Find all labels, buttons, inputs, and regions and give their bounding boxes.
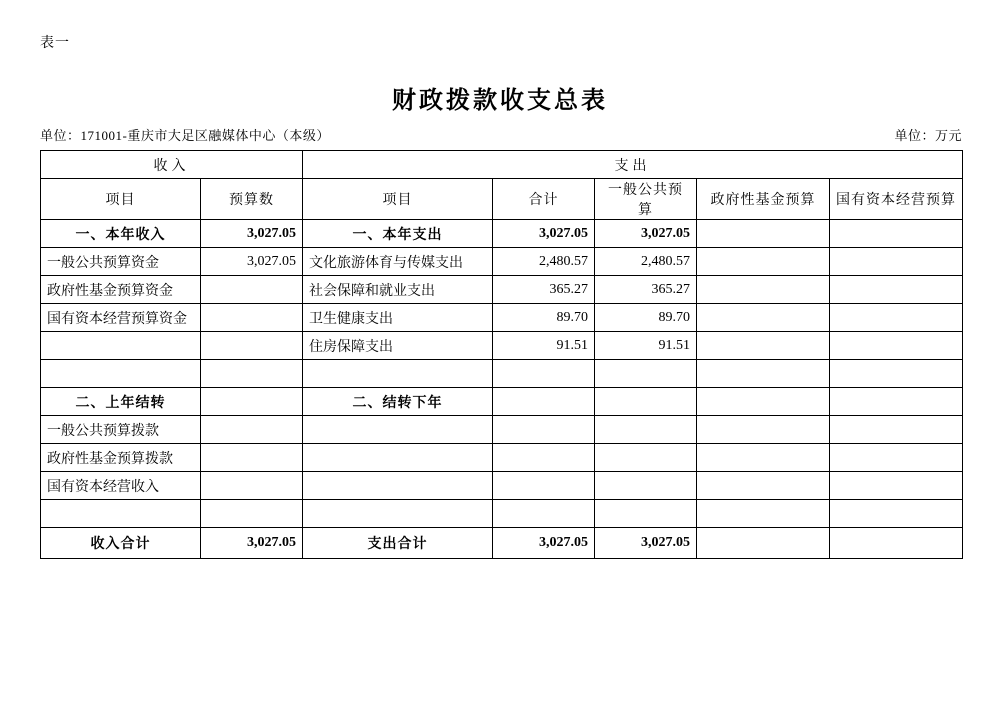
cell-total: 3,027.05 [493, 220, 595, 248]
col-header-expense-item: 项目 [303, 179, 493, 220]
cell-income-item: 国有资本经营收入 [41, 472, 201, 500]
cell-income-item: 收入合计 [41, 528, 201, 559]
cell-income-item: 国有资本经营预算资金 [41, 304, 201, 332]
cell-gov-fund [697, 416, 830, 444]
cell-income-budget [201, 444, 303, 472]
cell-total [493, 360, 595, 388]
table-row [41, 416, 963, 444]
table-row [41, 276, 963, 304]
cell-gov-fund [697, 220, 830, 248]
table-row [41, 332, 963, 360]
cell-income-budget [201, 304, 303, 332]
group-header-income: 收入 [41, 151, 303, 179]
col-header-state-capital-budget: 国有资本经营预算 [830, 179, 963, 220]
cell-general-public [595, 388, 697, 416]
cell-expense-item: 卫生健康支出 [303, 304, 493, 332]
cell-state-capital [830, 444, 963, 472]
cell-gov-fund [697, 276, 830, 304]
cell-general-public [595, 472, 697, 500]
cell-income-budget [201, 500, 303, 528]
cell-expense-item: 二、结转下年 [303, 388, 493, 416]
sheet-label: 表一 [40, 36, 70, 51]
cell-gov-fund [697, 388, 830, 416]
cell-state-capital [830, 248, 963, 276]
cell-income-budget [201, 472, 303, 500]
cell-expense-item: 文化旅游体育与传媒支出 [303, 248, 493, 276]
budget-table [40, 150, 963, 559]
cell-expense-item: 住房保障支出 [303, 332, 493, 360]
cell-total: 91.51 [493, 332, 595, 360]
cell-general-public: 91.51 [595, 332, 697, 360]
table-row [41, 304, 963, 332]
cell-total: 89.70 [493, 304, 595, 332]
cell-expense-item [303, 360, 493, 388]
cell-total [493, 388, 595, 416]
cell-income-item: 政府性基金预算资金 [41, 276, 201, 304]
col-header-gov-fund-budget: 政府性基金预算 [697, 179, 830, 220]
col-header-income-budget: 预算数 [201, 179, 303, 220]
page-title: 财政拨款收支总表 [392, 87, 608, 114]
cell-income-item: 二、上年结转 [41, 388, 201, 416]
cell-state-capital [830, 304, 963, 332]
table-row [41, 220, 963, 248]
cell-expense-item: 一、本年支出 [303, 220, 493, 248]
cell-general-public [595, 500, 697, 528]
cell-total: 365.27 [493, 276, 595, 304]
cell-general-public: 3,027.05 [595, 220, 697, 248]
cell-expense-item [303, 500, 493, 528]
cell-expense-item: 社会保障和就业支出 [303, 276, 493, 304]
group-header-expense: 支出 [303, 151, 963, 179]
cell-state-capital [830, 472, 963, 500]
table-row [41, 248, 963, 276]
cell-general-public: 365.27 [595, 276, 697, 304]
cell-expense-item [303, 472, 493, 500]
cell-income-budget [201, 332, 303, 360]
cell-income-budget [201, 360, 303, 388]
cell-income-item: 政府性基金预算拨款 [41, 444, 201, 472]
cell-state-capital [830, 332, 963, 360]
table-row [41, 472, 963, 500]
cell-total [493, 416, 595, 444]
cell-state-capital [830, 416, 963, 444]
col-header-total: 合计 [493, 179, 595, 220]
cell-total [493, 444, 595, 472]
cell-income-budget: 3,027.05 [201, 528, 303, 559]
cell-gov-fund [697, 528, 830, 559]
table-group-header-row [41, 151, 963, 179]
cell-state-capital [830, 388, 963, 416]
cell-income-item [41, 332, 201, 360]
table-row [41, 444, 963, 472]
table-column-header-row [41, 179, 963, 220]
cell-income-budget [201, 416, 303, 444]
cell-gov-fund [697, 332, 830, 360]
cell-income-item: 一、本年收入 [41, 220, 201, 248]
table-row-total [41, 528, 963, 559]
cell-general-public: 89.70 [595, 304, 697, 332]
cell-general-public [595, 416, 697, 444]
cell-expense-item [303, 444, 493, 472]
cell-gov-fund [697, 248, 830, 276]
cell-income-budget [201, 276, 303, 304]
cell-state-capital [830, 220, 963, 248]
table-row [41, 388, 963, 416]
cell-income-budget: 3,027.05 [201, 220, 303, 248]
cell-gov-fund [697, 500, 830, 528]
cell-income-budget: 3,027.05 [201, 248, 303, 276]
cell-income-item [41, 360, 201, 388]
cell-general-public: 3,027.05 [595, 528, 697, 559]
cell-income-item [41, 500, 201, 528]
col-header-general-public-budget: 一般公共预算 [595, 179, 697, 220]
col-header-income-item: 项目 [41, 179, 201, 220]
cell-general-public [595, 444, 697, 472]
cell-state-capital [830, 276, 963, 304]
cell-gov-fund [697, 472, 830, 500]
cell-income-item: 一般公共预算拨款 [41, 416, 201, 444]
cell-total: 3,027.05 [493, 528, 595, 559]
cell-state-capital [830, 500, 963, 528]
cell-income-budget [201, 388, 303, 416]
table-row [41, 360, 963, 388]
cell-expense-item: 支出合计 [303, 528, 493, 559]
table-row [41, 500, 963, 528]
cell-gov-fund [697, 304, 830, 332]
cell-gov-fund [697, 444, 830, 472]
cell-expense-item [303, 416, 493, 444]
cell-total [493, 500, 595, 528]
cell-general-public: 2,480.57 [595, 248, 697, 276]
cell-state-capital [830, 360, 963, 388]
cell-gov-fund [697, 360, 830, 388]
unit-currency-label: 单位：万元 [894, 128, 962, 143]
cell-state-capital [830, 528, 963, 559]
unit-organization-label: 单位：171001-重庆市大足区融媒体中心（本级） [40, 128, 330, 143]
cell-total: 2,480.57 [493, 248, 595, 276]
cell-income-item: 一般公共预算资金 [41, 248, 201, 276]
cell-total [493, 472, 595, 500]
cell-general-public [595, 360, 697, 388]
